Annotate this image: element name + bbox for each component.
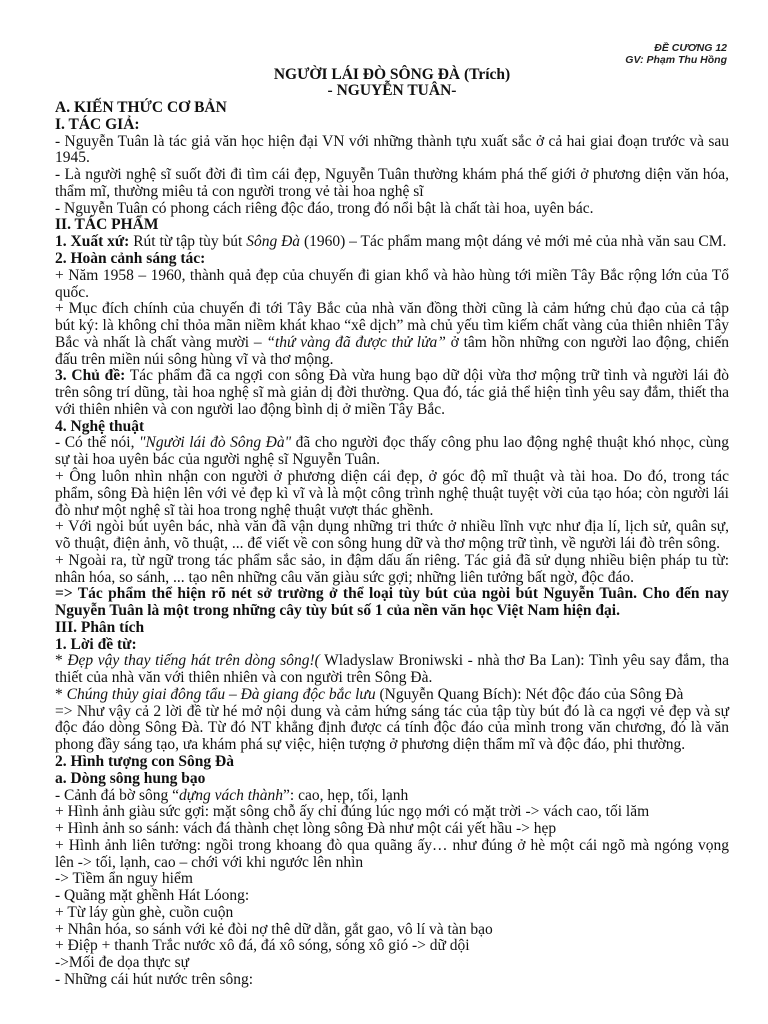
italic-text: Chúng thủy giai đông tẩu – Đà giang độc bắc lưu	[66, 685, 376, 703]
text-run: Nguyễn Tuân là một trong những cây tùy bút số 1 của nền văn học Việt Nam hiện đại.	[55, 602, 620, 620]
text-line	[55, 821, 729, 838]
paragraph	[55, 788, 729, 805]
text-run: *	[55, 685, 67, 703]
text-run: phong đầy sáng tạo, ưa khám phá sự việc, hiện tượng ở phương diện thẩm mĩ và độc đáo, phi thường.	[55, 736, 686, 754]
paragraph	[55, 704, 729, 754]
text-run: + Nhân hóa, so sánh với kẻ đòi nợ thê dữ dằn, gắt gao, vô lí và tàn bạo	[55, 920, 493, 938]
text-line	[55, 955, 729, 972]
text-line	[55, 586, 729, 603]
text-run: - Có thể nói,	[55, 434, 140, 452]
section-heading	[55, 251, 729, 268]
paragraph	[55, 301, 729, 368]
paragraph	[55, 905, 729, 922]
text-line	[55, 402, 729, 419]
paragraph	[55, 553, 729, 587]
paragraph	[55, 888, 729, 905]
paragraph	[55, 871, 729, 888]
text-run: với thiên nhiên và con người lao động bình dị ở miền Tây Bắc.	[55, 400, 445, 418]
text-run: lên -> tối, lạnh, cao – chới với khi ngước lên nhìn	[55, 853, 364, 871]
paragraph	[55, 821, 729, 838]
text-line	[55, 938, 729, 955]
text-line	[55, 972, 729, 989]
text-run: + Điệp + thanh Trắc nước xô đá, đá xô sóng, sóng xô gió -> dữ dội	[55, 937, 470, 955]
text-run: sự tài hoa uyên bác của người nghệ sĩ Nguyễn Tuân.	[55, 451, 381, 469]
document-body	[55, 67, 729, 989]
text-run: 1945.	[55, 149, 90, 167]
text-run: (Nguyễn Quang Bích): Nét độc đáo của Sông Đà	[375, 685, 684, 703]
paragraph	[55, 201, 729, 218]
paragraph	[55, 922, 729, 939]
text-line	[55, 318, 729, 335]
text-run: độc đáo dòng Sông Đà. Từ đó NT khẳng định được cá tính độc đáo của mình trong văn chương, đó là văn	[55, 719, 729, 737]
text-run: + Với ngòi bút uyên bác, nhà văn đã vận dụng những tri thức ở nhiều lĩnh vực như địa lí, lịch sử, quân sự,	[55, 518, 729, 536]
text-line	[55, 301, 729, 318]
teacher-label: GV: Phạm Thu Hồng	[625, 54, 727, 66]
text-run: Tác phẩm đã ca ngợi con sông Đà vừa hung bạo dữ dội vừa thơ mộng trữ tình và người lái đò	[125, 367, 729, 385]
text-line	[55, 150, 729, 167]
paragraph	[55, 955, 729, 972]
document-title: NGƯỜI LÁI ĐÒ SÔNG ĐÀ (Trích)	[273, 65, 511, 83]
paragraph	[55, 804, 729, 821]
text-line	[55, 720, 729, 737]
text-run: II. TÁC PHẨM	[55, 216, 159, 234]
text-run: thẩm mĩ, thường miêu tả con người trong vẻ tài hoa nghệ sĩ	[55, 182, 424, 200]
text-run: -> Tiềm ẩn nguy hiểm	[55, 870, 193, 888]
text-run: bút ký: là không chỉ thỏa mãn niềm khát khao “xê dịch” mà chủ yếu tìm kiếm chất vàng của thiên nhiên Tây	[55, 317, 729, 335]
paragraph	[55, 519, 729, 553]
text-run: ở tâm hồn những con người lao động, chiến	[445, 333, 729, 351]
document-author: - NGUYỄN TUÂN-	[327, 82, 457, 100]
text-run: Wladyslaw Broniwski - nhà thơ Ba Lan): Tình yêu say đắm, tha	[319, 652, 730, 670]
text-run: + Ông luôn nhìn nhận con người ở phương diện cái đẹp, ở góc độ mĩ thuật và tài hoa. Do đó, trong tác	[55, 467, 729, 485]
text-run: - Nguyễn Tuân có phong cách riêng độc đáo, trong đó nổi bật là chất tài hoa, uyên bác.	[55, 199, 594, 217]
paragraph	[55, 972, 729, 989]
text-run: thiết của nhà văn với thiên nhiên và con người trên Sông Đà.	[55, 669, 433, 687]
section-heading	[55, 117, 729, 134]
text-run: + Hình ảnh giàu sức gợi: mặt sông chỗ ấy chỉ đúng lúc ngọ mới có mặt trời -> vách cao, tối lăm	[55, 803, 650, 821]
text-run: (1960) – Tác phẩm mang một dáng vẻ mới mẻ của nhà văn sau CM.	[300, 233, 727, 251]
italic-text: Sông Đà	[246, 233, 301, 251]
text-line	[55, 771, 729, 788]
text-line	[55, 368, 729, 385]
text-line	[55, 217, 729, 234]
text-line	[55, 503, 729, 520]
text-run: => Tác phẩm thể hiện rõ nét sở trường ở thể loại tùy bút của ngòi bút Nguyễn Tuân. Cho đến nay	[55, 585, 729, 603]
text-run: + Mục đích chính của chuyến đi tới Tây Bắc của nhà văn đồng thời cũng là cảm hứng chủ đạo của cả tập	[55, 300, 729, 318]
text-run: - Quãng mặt ghềnh Hát Lóong:	[55, 887, 250, 905]
paragraph	[55, 134, 729, 168]
text-line	[55, 419, 729, 436]
paragraph	[55, 268, 729, 302]
text-line	[55, 804, 729, 821]
text-run: 2. Hoàn cảnh sáng tác:	[55, 250, 206, 268]
page-header	[625, 42, 727, 66]
text-run: - Nguyễn Tuân là tác giả văn học hiện đại VN với những thành tựu xuất sắc ở cả hai giai đoạn trước và sau	[55, 132, 729, 150]
text-run: III. Phân tích	[55, 618, 145, 636]
text-line	[55, 234, 729, 251]
text-line	[55, 603, 729, 620]
text-run: + Ngoài ra, từ ngữ trong tác phẩm sắc sảo, in đậm dấu ấn riêng. Tác giả đã sử dụng nhiều biện pháp tu từ:	[55, 551, 729, 569]
text-line	[55, 452, 729, 469]
text-run: + Năm 1958 – 1960, thành quả đẹp của chuyến đi gian khổ và hào hùng tới miền Tây Bắc rộng lớn của Tổ	[55, 266, 729, 284]
paragraph	[55, 938, 729, 955]
text-line	[55, 251, 729, 268]
text-run: - Cảnh đá bờ sông “	[55, 786, 179, 804]
text-line	[55, 335, 729, 352]
section-heading	[55, 637, 729, 654]
text-run: đấu trên miền núi sông hùng vĩ và thơ mộng.	[55, 350, 334, 368]
text-line	[55, 486, 729, 503]
text-line	[55, 653, 729, 670]
text-run: Bắc và nhất là chất vàng mười –	[55, 333, 267, 351]
text-line	[55, 285, 729, 302]
text-line	[55, 134, 729, 151]
text-run: 4. Nghệ thuật	[55, 417, 145, 435]
paragraph	[55, 838, 729, 872]
text-run: nhân hóa, so sánh, ... tạo nên những câu văn giàu sức gợi; những liên tưởng bất ngờ, độc đáo.	[55, 568, 635, 586]
text-run: a. Dòng sông hung bạo	[55, 769, 206, 787]
bold-text: 1. Xuất xứ:	[55, 233, 130, 251]
text-run: => Như vậy cả 2 lời đề từ hé mở nội dung và cảm hứng sáng tác của tập tùy bút đó là ca ngợi vẻ đẹp và sự	[55, 702, 729, 720]
section-heading	[55, 771, 729, 788]
text-line	[55, 184, 729, 201]
text-line	[55, 905, 729, 922]
text-run: I. TÁC GIẢ:	[55, 115, 140, 133]
text-run: ”: cao, hẹp, tối, lạnh	[283, 786, 409, 804]
text-run: trên sông trí dũng, tài hoa nghệ sĩ mà giản dị đời thường. Qua đó, tác giả thể hiện tình yêu say đắm, thiết tha	[55, 384, 729, 402]
text-line	[55, 620, 729, 637]
text-line	[55, 788, 729, 805]
text-run: + Hình ảnh so sánh: vách đá thành chẹt lòng sông Đà như một cái yết hầu -> hẹp	[55, 820, 557, 838]
section-heading	[55, 754, 729, 771]
italic-text: "Người lái đò Sông Đà"	[139, 434, 292, 452]
text-run: + Từ láy gùn ghè, cuồn cuộn	[55, 903, 234, 921]
text-run: phẩm, sông Đà hiện lên với vẻ đẹp kì vĩ và là một công trình nghệ thuật tuyệt vời của tạo hóa; còn người lái	[55, 484, 729, 502]
italic-text: “thứ vàng đã được thử lửa”	[266, 333, 446, 351]
paragraph	[55, 469, 729, 519]
text-line	[55, 754, 729, 771]
text-run: Rút từ tập tùy bút	[129, 233, 247, 251]
section-heading	[55, 217, 729, 234]
text-line	[55, 385, 729, 402]
text-line	[55, 570, 729, 587]
text-run: 2. Hình tượng con Sông Đà	[55, 752, 234, 770]
paragraph	[55, 687, 729, 704]
text-line	[55, 435, 729, 452]
bold-text: 3. Chủ đề:	[55, 367, 126, 385]
text-line	[55, 268, 729, 285]
text-run: - Là người nghệ sĩ suốt đời đi tìm cái đẹp, Nguyễn Tuân thường khám phá thế giới ở phương diện văn hóa,	[55, 166, 729, 184]
text-run: *	[55, 652, 68, 670]
italic-text: Đẹp vậy thay tiếng hát trên dòng sông!(	[67, 652, 320, 670]
text-run: ->Mối đe dọa thực sự	[55, 954, 190, 972]
text-run: 1. Lời đề từ:	[55, 635, 137, 653]
text-line	[55, 704, 729, 721]
text-run: A. KIẾN THỨC CƠ BẢN	[55, 99, 227, 117]
text-line	[55, 519, 729, 536]
text-run: - Những cái hút nước trên sông:	[55, 970, 254, 988]
text-line	[55, 838, 729, 855]
text-run: + Hình ảnh liên tưởng: ngồi trong khoang đò qua quãng ấy… như đúng ở hè một cái ngõ mà ngóng vọng	[55, 836, 729, 854]
text-line	[55, 855, 729, 872]
paragraph	[55, 368, 729, 418]
text-line	[55, 553, 729, 570]
text-line	[55, 687, 729, 704]
italic-text: dựng vách thành	[179, 786, 284, 804]
paragraph	[55, 653, 729, 687]
paragraph	[55, 435, 729, 469]
text-line	[55, 888, 729, 905]
section-heading	[55, 419, 729, 436]
text-line	[55, 871, 729, 888]
text-line	[55, 637, 729, 654]
paragraph	[55, 167, 729, 201]
section-heading	[55, 100, 729, 117]
text-run: võ thuật, điện ảnh, võ thuật, ... để viết về con sông hung dữ và thơ mộng trữ tình, về người lái đò trên sông.	[55, 535, 720, 553]
section-heading	[55, 620, 729, 637]
text-line	[55, 737, 729, 754]
text-line	[55, 670, 729, 687]
emphasis-paragraph	[55, 586, 729, 620]
text-run: đò như một nghệ sĩ tài hoa trong nghệ thuật vượt thác ghềnh.	[55, 501, 434, 519]
text-line	[55, 167, 729, 184]
text-line	[55, 536, 729, 553]
text-line	[55, 100, 729, 117]
text-line	[55, 352, 729, 369]
course-label: ĐỀ CƯƠNG 12	[654, 42, 727, 54]
text-line	[55, 117, 729, 134]
text-line	[55, 469, 729, 486]
text-run: quốc.	[55, 283, 90, 301]
text-line	[55, 201, 729, 218]
text-line	[55, 922, 729, 939]
paragraph	[55, 234, 729, 251]
text-run: đã cho người đọc thấy công phu lao động nghệ thuật khó nhọc, cùng	[291, 434, 729, 452]
